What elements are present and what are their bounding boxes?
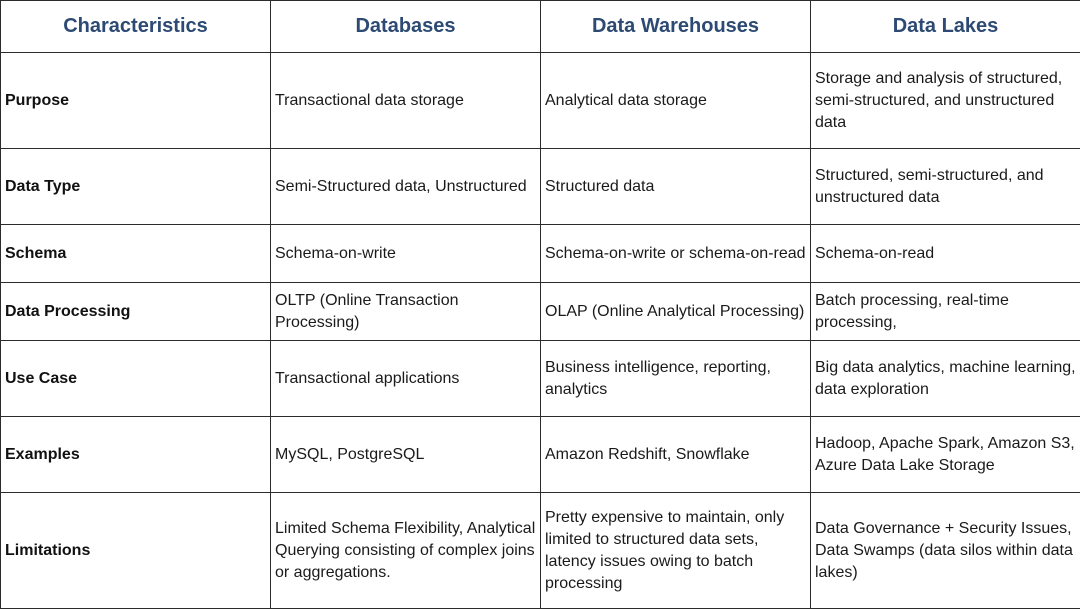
table-row-limitations [1,493,1080,609]
cell-data-warehouses: Business intelligence, reporting, analytics [541,341,811,417]
cell-data-warehouses: Schema-on-write or schema-on-read [541,225,811,283]
row-label: Examples [1,417,271,493]
row-label: Schema [1,225,271,283]
cell-data-warehouses: Structured data [541,149,811,225]
cell-databases: Schema-on-write [271,225,541,283]
cell-data-warehouses: OLAP (Online Analytical Processing) [541,283,811,341]
table-row-purpose [1,53,1080,149]
cell-data-lakes: Hadoop, Apache Spark, Amazon S3, Azure Data Lake Storage [811,417,1080,493]
cell-databases: OLTP (Online Transaction Processing) [271,283,541,341]
row-label: Use Case [1,341,271,417]
cell-data-warehouses: Analytical data storage [541,53,811,149]
row-label: Data Processing [1,283,271,341]
header-characteristics: Characteristics [1,1,271,53]
table-row-use-case [1,341,1080,417]
cell-databases: Limited Schema Flexibility, Analytical Querying consisting of complex joins or aggregations. [271,493,541,609]
row-label: Data Type [1,149,271,225]
cell-data-lakes: Data Governance + Security Issues, Data Swamps (data silos within data lakes) [811,493,1080,609]
header-data-lakes: Data Lakes [811,1,1080,53]
cell-data-lakes: Big data analytics, machine learning, data exploration [811,341,1080,417]
cell-data-lakes: Schema-on-read [811,225,1080,283]
header-data-warehouses: Data Warehouses [541,1,811,53]
cell-databases: MySQL, PostgreSQL [271,417,541,493]
cell-databases: Transactional applications [271,341,541,417]
cell-data-warehouses: Pretty expensive to maintain, only limited to structured data sets, latency issues owing to batch processing [541,493,811,609]
cell-databases: Transactional data storage [271,53,541,149]
table-row-data-type [1,149,1080,225]
header-databases: Databases [271,1,541,53]
row-label: Purpose [1,53,271,149]
cell-databases: Semi-Structured data, Unstructured [271,149,541,225]
cell-data-lakes: Batch processing, real-time processing, [811,283,1080,341]
row-label: Limitations [1,493,271,609]
cell-data-warehouses: Amazon Redshift, Snowflake [541,417,811,493]
table-row-schema [1,225,1080,283]
cell-data-lakes: Structured, semi-structured, and unstructured data [811,149,1080,225]
cell-data-lakes: Storage and analysis of structured, semi-structured, and unstructured data [811,53,1080,149]
table-row-data-processing [1,283,1080,341]
table-row-examples [1,417,1080,493]
header-row [1,1,1080,53]
